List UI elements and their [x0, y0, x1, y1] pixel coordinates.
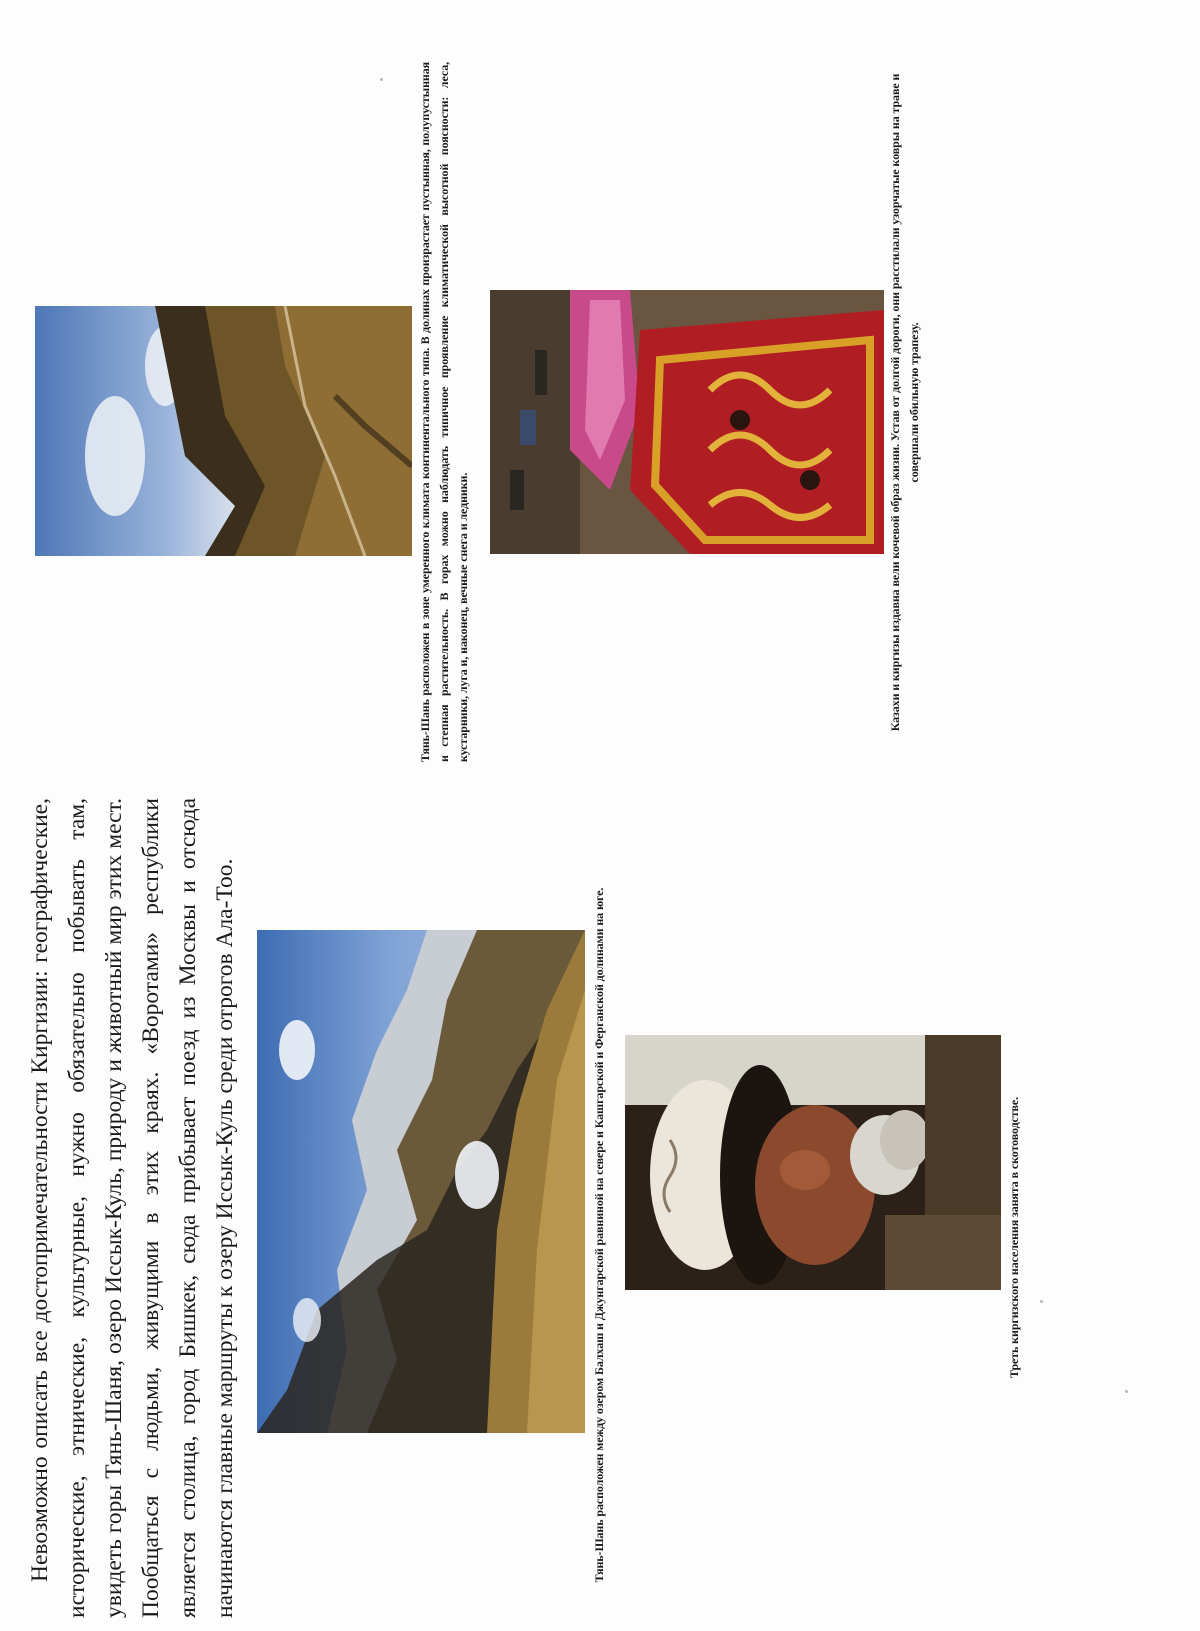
photo-mountain-valley — [257, 930, 585, 1433]
felt-carpets-image — [490, 290, 884, 554]
scan-speck — [380, 78, 383, 81]
caption-climate-block — [416, 62, 473, 762]
scan-speck — [1040, 1300, 1043, 1303]
main-text-block — [22, 798, 244, 1618]
photo-felt-carpets — [490, 290, 884, 554]
caption-climate: Тянь-Шань расположен в зоне умеренного климата континентального типа. В долинах произрастает пустынная, полупустынная и степная растительность. В горах можно наблюдать типичное проявление климатической высотной поясности: леса, кустарники, луга и, наконец, вечные снега и ледники. — [418, 62, 470, 762]
herder-portrait-image — [625, 1035, 1001, 1290]
river-valley-image — [35, 306, 412, 556]
photo-herder-portrait — [625, 1035, 1001, 1290]
caption-mountains-geography: Тянь-Шань расположен между озером Балхаш и Джунгарской равниной на севере и Кашгарской и Ферганской долинами на юге. — [592, 887, 606, 1583]
caption-herder-block — [1005, 1013, 1024, 1378]
caption-mountains-block — [590, 845, 609, 1625]
mountain-valley-image — [257, 930, 585, 1433]
main-paragraph: Невозможно описать все достопримечательности Киргизии: географические, исторические, этнические, культурные, нужно обязательно побывать там, увидеть горы Тянь-Шаня, озеро Иссык-Куль, природу и животный мир этих мест. Пообщаться с людьми, живущими в этих краях. «Воротами» республики является столица, город Бишкек, сюда прибывает поезд из Москвы и отсюда начинаются главные маршруты к озеру Иссык-Куль среди отрогов Ала-Тоо. — [27, 798, 238, 1618]
caption-herder-portrait: Треть киргизского населения занята в скотоводстве. — [1007, 1096, 1021, 1378]
photo-river-valley — [35, 306, 412, 556]
caption-nomads-block — [886, 70, 924, 735]
caption-nomads-carpets: Казахи и киргизы издавна вели кочевой образ жизни. Устав от долгой дороги, они расстилали узорчатые ковры на траве и совершали обильную трапезу. — [888, 73, 921, 732]
scan-speck — [1125, 1390, 1128, 1393]
